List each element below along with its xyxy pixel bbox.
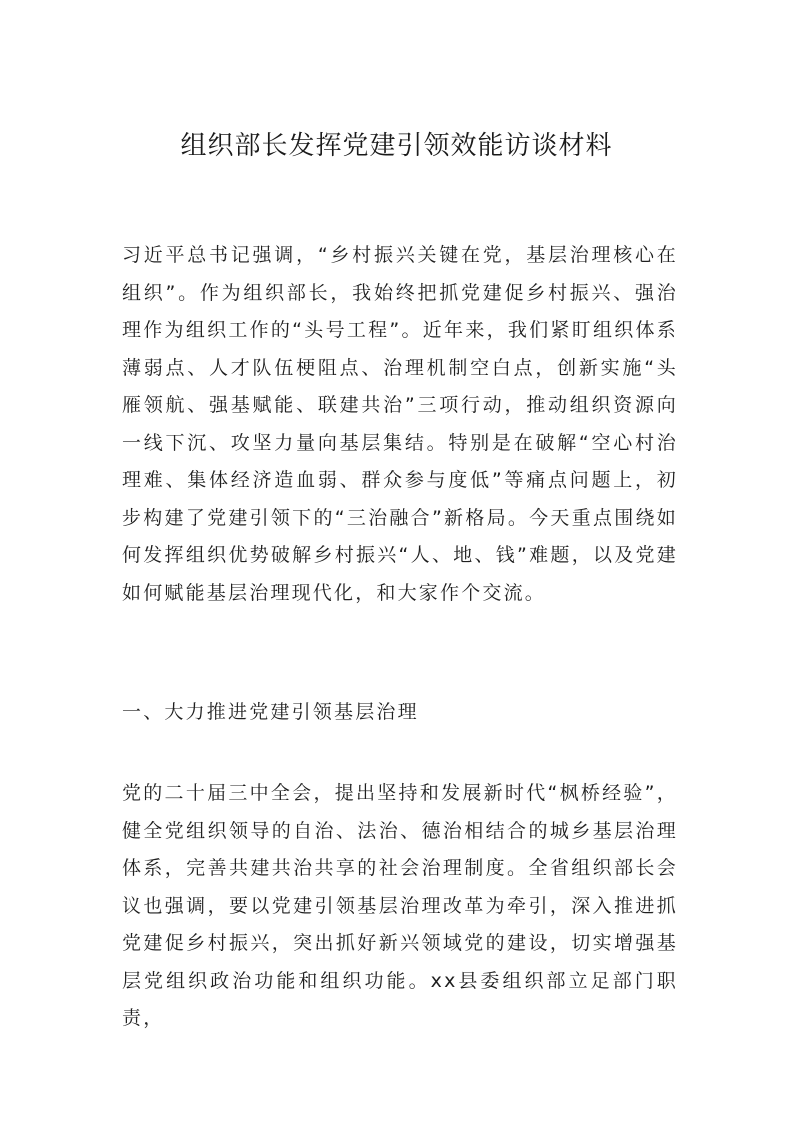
document-title: 组织部长发挥党建引领效能访谈材料 (180, 131, 613, 161)
section-heading: 一、大力推进党建引领基层治理 (122, 701, 419, 723)
intro-paragraph: 习近平总书记强调，“乡村振兴关键在党，基层治理核心在组织”。作为组织部长，我始终把抓党建促乡村振兴、强治理作为组织工作的“头号工程”。近年来，我们紧盯组织体系薄弱点、人才队伍梗阻点、治理机制空白点，创新实施“头雁领航、强基赋能、联建共治”三项行动，推动组织资源向一线下沉、攻坚力量向基层集结。特别是在破解“空心村治理难、集体经济造血弱、群众参与度低”等痛点问题上，初步构建了党建引领下的“三治融合”新格局。今天重点围绕如何发挥组织优势破解乡村振兴“人、地、钱”难题，以及党建如何赋能基层治理现代化，和大家作个交流。 (122, 244, 678, 604)
section-paragraph: 党的二十届三中全会，提出坚持和发展新时代“枫桥经验”，健全党组织领导的自治、法治、德治相结合的城乡基层治理体系，完善共建共治共享的社会治理制度。全省组织部长会议也强调，要以党建引领基层治理改革为牵引，深入推进抓党建促乡村振兴，突出抓好新兴领域党的建设，切实增强基层党组织政治功能和组织功能。xx县委组织部立足部门职责， (122, 782, 678, 1029)
